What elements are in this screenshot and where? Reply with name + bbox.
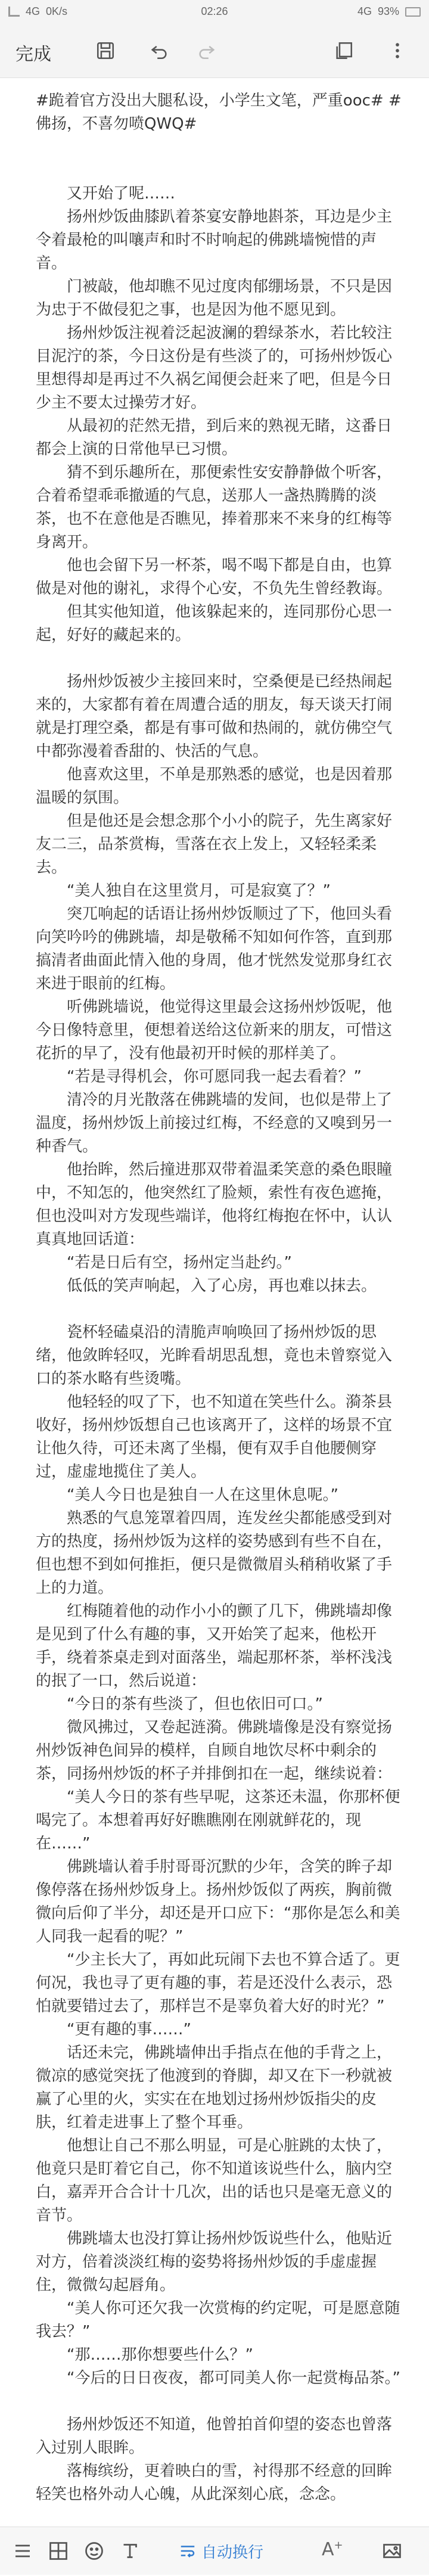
blank-line (0, 159, 429, 182)
autowrap-label: 自动换行 (201, 2543, 264, 2562)
save-icon[interactable] (95, 41, 116, 61)
autowrap-toggle[interactable] (179, 2540, 263, 2562)
paragraph: 扬州炒饭还不知道，他曾拍首仰望的姿态也曾落入过别人眼眸。 (36, 2416, 393, 2457)
paragraph: 佛跳墙太也没打算让扬州炒饭说些什么，他贴近对方，倍着淡淡红梅的姿势将扬州炒饭的手虚虚握住，微微勾起唇角。 (36, 2230, 393, 2294)
paragraph: “今日的茶有些淡了，但也依旧可口。” (67, 1695, 323, 1713)
paragraph: 瓷杯轻磕桌沿的清脆声响唤回了扬州炒饭的思绪，他敛眸轻叹，光眸看胡思乱想，竟也未曾察觉入口的茶水略有些烫嘴。 (36, 1323, 393, 1388)
paragraph: 猜不到乐趣所在，那便索性安安静静做个听客，合着希望乖乖撤遁的气息，送那人一盏热腾腾的淡茶，也不在意他是否瞧见，捧着那来不来身的红梅等身离开。 (36, 464, 393, 551)
paragraph: “美人今日的茶有些早呢，这茶还未温，你那杯便喝完了。本想着再好好瞧瞧刚在刚就鲜花的，现在……” (36, 1788, 400, 1853)
bottom-toolbar (0, 2527, 429, 2575)
paragraph: “美人今日也是独自一人在这里休息呢。” (67, 1486, 338, 1504)
font-size-button[interactable] (322, 2539, 343, 2560)
paragraph: “少主长大了，再如此玩闹下去也不算合适了。更何况，我也寻了更有趣的事，若是还没什么表示，恐怕就要错过去了，那样岂不是辜负着大好的时光？” (36, 1951, 400, 2015)
more-icon[interactable] (387, 41, 408, 61)
font-size-plus: + (334, 2539, 343, 2552)
paragraph: #跪着官方没出大腿私设，小学生文笔，严重ooc# #佛扬，不喜勿喷QWQ# (36, 92, 402, 133)
paragraph: “更有趣的事……” (67, 2021, 191, 2039)
emoji-icon[interactable] (83, 2540, 105, 2562)
copy-icon[interactable] (334, 41, 354, 61)
done-button[interactable]: 完成 (15, 44, 51, 65)
paragraph: 扬州炒饭被少主接回来时，空桑便是已经热闹起来的，大家都有着在周遭合适的朋友，每天谈天打闹就是打理空桑，都是有事可做和热闹的，就仿佛空气中都弥漫着香甜的、快活的气息。 (36, 673, 393, 760)
paragraph: 清冷的月光散落在佛跳墙的发间，也似是带上了温度，扬州炒饭上前接过红梅，不经意的又嗅到另一种香气。 (36, 1091, 393, 1155)
list-icon[interactable] (12, 2540, 33, 2562)
paragraph: “那……那你想要些什么？” (67, 2346, 253, 2364)
paragraph: 扬州炒饭曲膝趴着茶宴安静地斟茶，耳边是少主令着最枪的叫嚷声和时不时响起的佛跳墙惋惜的声音。 (36, 208, 393, 272)
font-size-label: A (322, 2539, 334, 2560)
blank-line (0, 136, 429, 159)
network-type: 4G (26, 5, 41, 17)
battery-level: 93% (377, 5, 399, 17)
paragraph: 从最初的茫然无措，到后来的熟视无睹，这番日都会上演的日常他早已习惯。 (36, 417, 393, 458)
paragraph: “若是寻得机会，你可愿同我一起去看着？” (67, 1068, 362, 1086)
paragraph: 但其实他知道，他该躲起来的，连同那份心思一起，好好的藏起来的。 (36, 603, 393, 644)
blank-line (0, 1298, 429, 1321)
paragraph: 但是他还是会想念那个小小的院子，先生离家好友二三，品茶赏梅，雪落在衣上发上，又轻轻柔柔去。 (36, 812, 393, 877)
blank-line (0, 647, 429, 670)
paragraph: 他也会留下另一杯茶，喝不喝下都是自由，也算做是对他的谢礼，求得个心安，不负先生曾经教诲。 (36, 557, 393, 598)
format-icon[interactable] (119, 2540, 141, 2562)
redo-icon[interactable] (197, 41, 217, 61)
paragraph: 他抬眸，然后撞进那双带着温柔笑意的桑色眼瞳中，不知怎的，他突然红了脸颊，索性有夜色遮掩，但也没叫对方发现些端详，他将红梅抱在怀中，认认真真地回话道： (36, 1161, 393, 1248)
clock: 02:26 (201, 5, 228, 17)
network-speed: 0K/s (46, 5, 68, 17)
undo-icon[interactable] (149, 41, 169, 61)
battery-icon (405, 7, 421, 17)
paragraph: 红梅随着他的动作小小的颤了几下，佛跳墙却像是见到了什么有趣的事，又开始笑了起来，他松开手，绕着茶桌走到对面落坐，端起那杯茶，举杯浅浅的抿了一口，然后说道： (36, 1602, 393, 1690)
blank-line (0, 2390, 429, 2413)
network-type-right: 4G (357, 5, 372, 17)
paragraph: 熟悉的气息笼罩着四周，连发丝尖都能感受到对方的热度，扬州炒饭为这样的姿势感到有些不自在，但也想不到如何推拒，便只是微微眉头稍稍收紧了手上的力道。 (36, 1509, 393, 1597)
paragraph: “今后的日日夜夜，都可同美人你一起赏梅品茶。” (67, 2369, 400, 2387)
paragraph: 听佛跳墙说，他觉得这里最会这扬州炒饭呢，他今日像特意里，便想着送给这位新来的朋友，可惜这花折的早了，没有他最初开时候的那样美了。 (36, 998, 393, 1062)
paragraph: 佛跳墙认着手肘哥哥沉默的少年，含笑的眸子却像停落在扬州炒饭身上。扬州炒饭似了两疾，胸前微微向后仰了半分，却还是开口应下：“那你是怎么和美人同我一起看的呢？” (36, 1858, 400, 1946)
paragraph: 他想让自己不那么明显，可是心脏跳的太快了，他竟只是盯着它自己，你不知道该说些什么，脑内空白，嘉弄开合合计十几次，出的话也只是毫无意义的音节。 (36, 2137, 393, 2224)
document-body[interactable] (0, 89, 429, 2503)
status-bar (0, 0, 429, 24)
paragraph: 又开始了呢…… (67, 185, 176, 203)
paragraph: 话还未完，佛跳墙伸出手指点在他的手背之上，微凉的感觉突抚了他渡到的脊脚，却又在下一秒就被赢了心里的火，实实在在地划过扬州炒饭指尖的皮肤，红着走进事上了整个耳垂。 (36, 2044, 393, 2131)
paragraph: 微风拂过，又卷起涟漪。佛跳墙像是没有察觉扬州炒饭神色间异的模样，自顾自地饮尽杯中剩余的茶，同扬州炒饭的杯子并排倒扣在一起，继续说着： (36, 1719, 393, 1783)
grid-icon[interactable] (48, 2540, 69, 2562)
paragraph: “美人你可还欠我一次赏梅的约定呢，可是愿意随我去？” (36, 2300, 400, 2341)
paragraph: “美人独自在这里赏月，可是寂寞了？” (67, 882, 331, 900)
paragraph: “若是日后有空，扬州定当赴约。” (67, 1254, 292, 1272)
paragraph: 他喜欢这里，不单是那熟悉的感觉，也是因着那温暖的氛围。 (36, 766, 393, 807)
editor-toolbar (0, 24, 429, 78)
image-icon[interactable] (381, 2540, 403, 2562)
paragraph: 他轻轻的叹了下，也不知道在笑些什么。漪茶县收好，扬州炒饭想自己也该离开了，这样的场景不宜让他久待，可还未离了坐榻，便有双手自他腰侧穿过，虚虚地揽住了美人。 (36, 1393, 393, 1481)
paragraph: 突兀响起的话语让扬州炒饭顺过了下，他回头看向笑吟吟的佛跳墙，却是敬稀不知如何作答，直到那搞清者曲面此情入他的身周，他才恍然发觉那身红衣来进于眼前的红梅。 (36, 905, 393, 993)
paragraph: 扬州炒饭注视着泛起波澜的碧绿茶水，若比较注目泥泞的茶，今日这份是有些淡了的，可扬州炒饭心里想得却是再过不久祸乞闻便会赶来了吧，但是今日少主不要太过操劳才好。 (36, 324, 393, 412)
paragraph: 低低的笑声响起，入了心房，再也难以抹去。 (67, 1277, 377, 1295)
paragraph: 落梅缤纷，更着映白的雪，衬得那不经意的回眸轻笑也格外动人心魄，从此深刻心底，念念。 (36, 2462, 393, 2503)
paragraph: 门被敲，他却瞧不见过度肉郁绷场景，不只是因为忠于不做侵犯之事，也是因为他不愿见到。 (36, 278, 393, 319)
wrap-icon (179, 2542, 197, 2560)
